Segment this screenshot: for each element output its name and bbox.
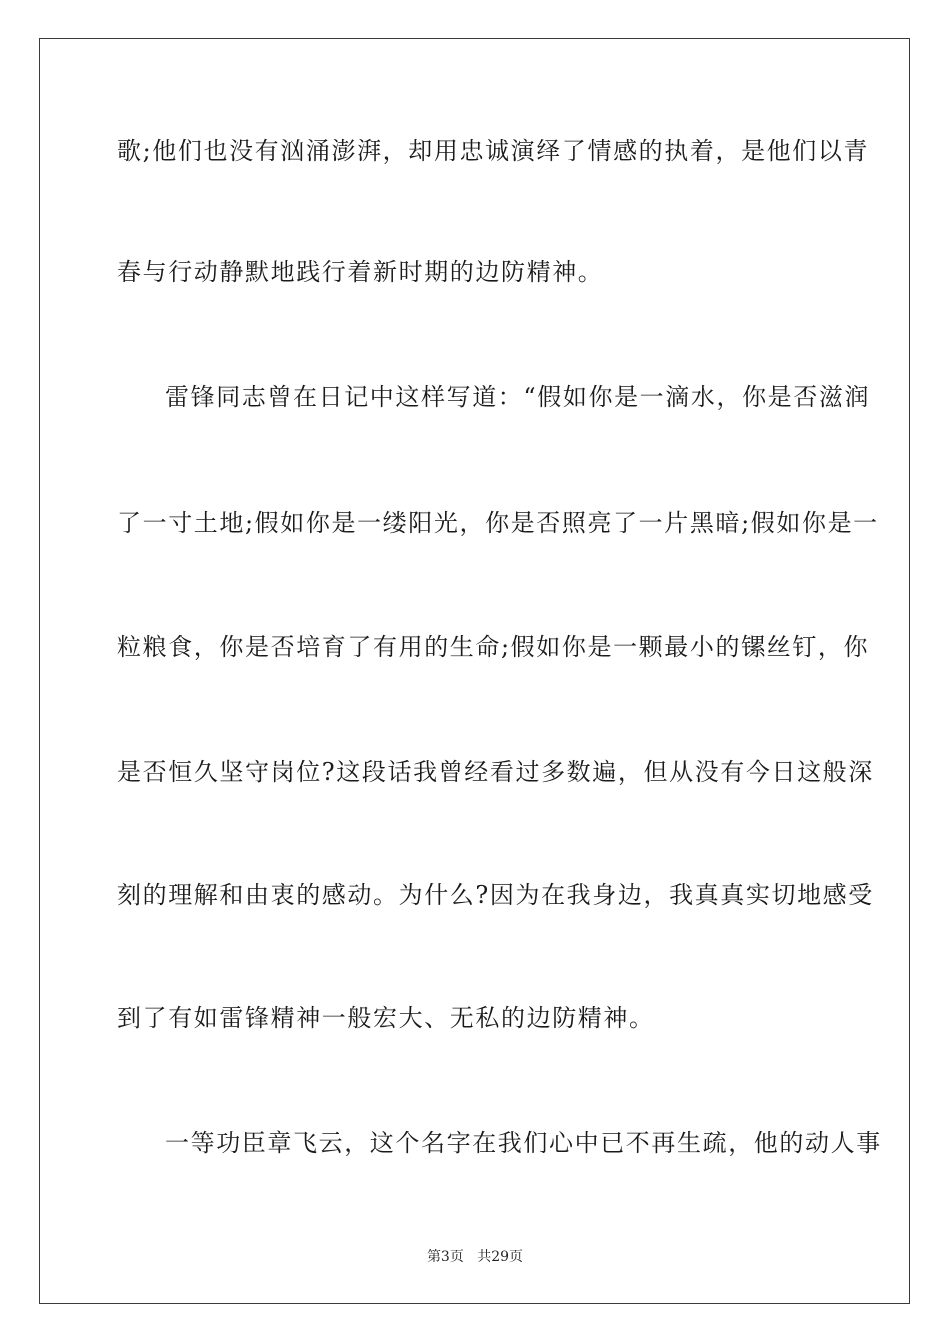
text-line-8: 到了有如雷锋精神一般宏大、无私的边防精神。 bbox=[117, 1004, 655, 1032]
page-border bbox=[39, 38, 910, 1304]
page-footer bbox=[0, 1248, 950, 1266]
text-line-1: 歌;他们也没有汹涌澎湃，却用忠诚演绎了情感的执着，是他们以青 bbox=[117, 137, 870, 165]
paragraph-start-line: 雷锋同志曾在日记中这样写道：“假如你是一滴水，你是否滋润 bbox=[165, 383, 871, 411]
text-line-4: 了一寸土地;假如你是一缕阳光，你是否照亮了一片黑暗;假如你是一 bbox=[117, 509, 879, 537]
page-number: 第3页 bbox=[426, 1249, 464, 1265]
page-total: 共29页 bbox=[477, 1249, 524, 1265]
paragraph-start-line-2: 一等功臣章飞云，这个名字在我们心中已不再生疏，他的动人事 bbox=[165, 1129, 882, 1157]
text-line-7: 刻的理解和由衷的感动。为什么?因为在我身边，我真真实切地感受 bbox=[117, 881, 874, 909]
text-line-6: 是否恒久坚守岗位?这段话我曾经看过多数遍，但从没有今日这般深 bbox=[117, 758, 874, 786]
text-line-2: 春与行动静默地践行着新时期的边防精神。 bbox=[117, 258, 604, 286]
text-line-5: 粒粮食，你是否培育了有用的生命;假如你是一颗最小的镙丝钉，你 bbox=[117, 633, 870, 661]
